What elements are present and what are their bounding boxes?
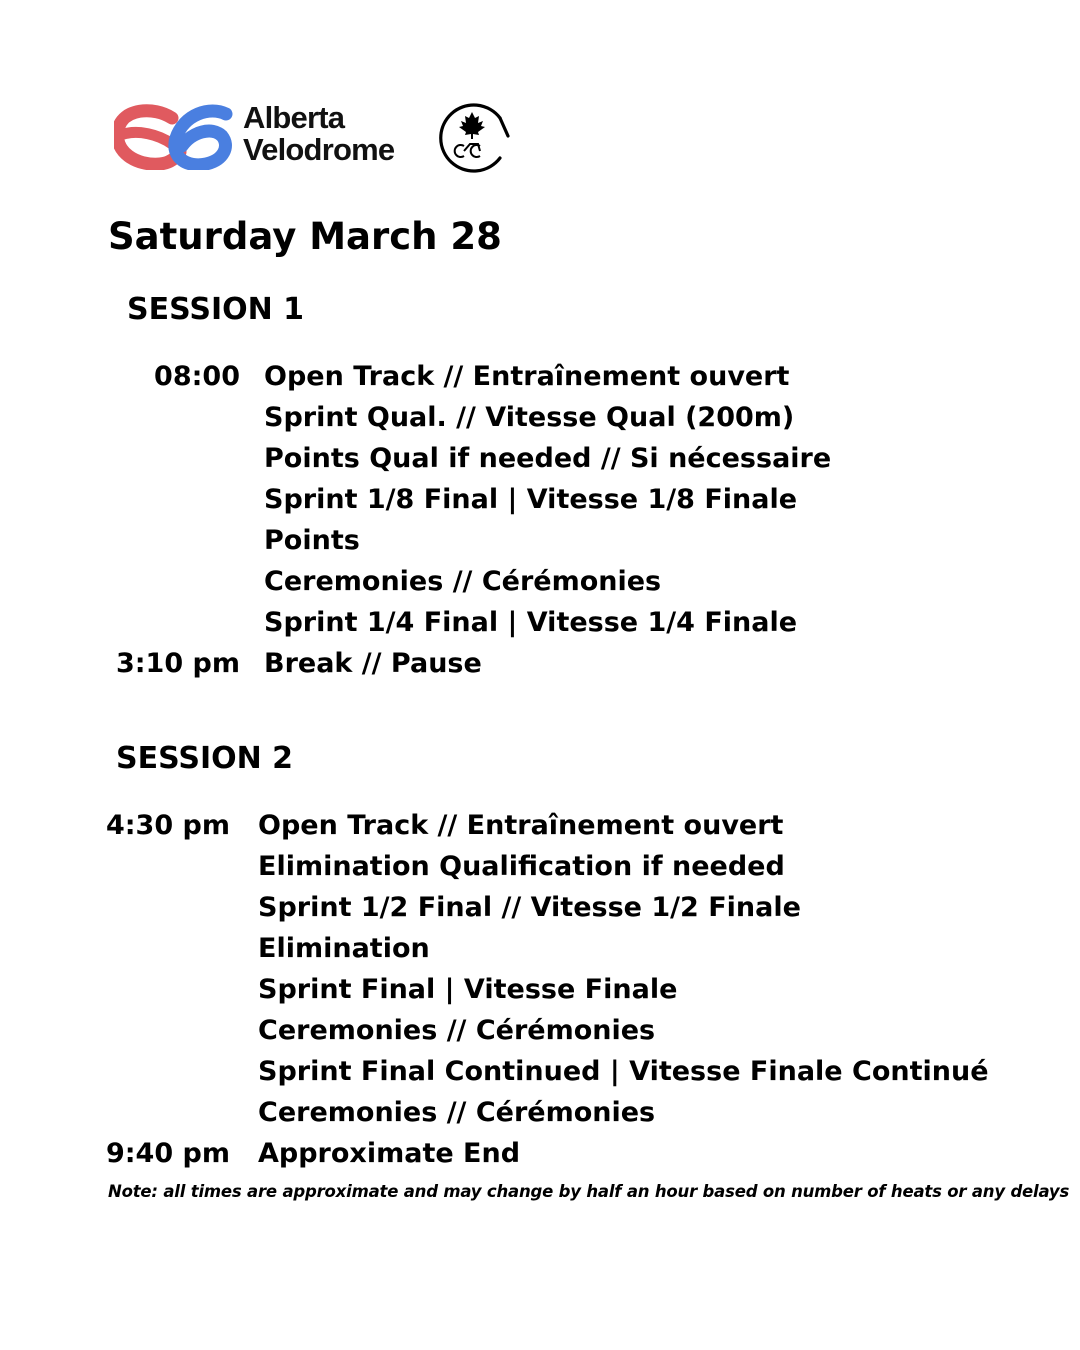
row-event: Elimination — [258, 933, 430, 964]
row-event: Sprint 1/8 Final | Vitesse 1/8 Finale — [264, 484, 798, 515]
row-time — [0, 1092, 258, 1133]
schedule-row — [0, 438, 831, 479]
row-time — [0, 602, 264, 643]
row-event: Ceremonies // Cérémonies — [258, 1097, 656, 1128]
schedule-row — [0, 805, 989, 846]
row-event: Sprint Qual. // Vitesse Qual (200m) — [264, 402, 795, 433]
row-time — [0, 887, 258, 928]
row-event: Sprint Final Continued | Vitesse Finale Continué — [258, 1056, 989, 1087]
schedule-row — [0, 1010, 989, 1051]
footnote: Note: all times are approximate and may change by half an hour based on number of heats or any delays — [108, 1182, 1070, 1201]
row-event: Sprint Final | Vitesse Finale — [258, 974, 678, 1005]
schedule-row — [0, 1092, 989, 1133]
row-time — [0, 520, 264, 561]
row-time — [0, 1010, 258, 1051]
row-event: Open Track // Entraînement ouvert — [258, 810, 784, 841]
schedule-row — [0, 887, 989, 928]
row-time: 08:00 — [154, 361, 240, 392]
row-event: Sprint 1/4 Final | Vitesse 1/4 Finale — [264, 607, 798, 638]
schedule-row — [0, 643, 831, 684]
row-event: Break // Pause — [264, 648, 482, 679]
schedule-row — [0, 969, 989, 1010]
schedule-row — [0, 602, 831, 643]
schedule-row — [0, 356, 831, 397]
row-event: Sprint 1/2 Final // Vitesse 1/2 Finale — [258, 892, 801, 923]
row-time — [0, 438, 264, 479]
row-time: 3:10 pm — [115, 648, 240, 679]
row-time — [0, 1051, 258, 1092]
row-time: 4:30 pm — [105, 810, 230, 841]
cycling-canada-icon — [434, 100, 510, 176]
session-2-title: SESSION 2 — [116, 741, 294, 776]
schedule-row — [0, 928, 989, 969]
row-time — [0, 397, 264, 438]
row-event: Points — [264, 525, 360, 556]
row-time: 9:40 pm — [105, 1138, 230, 1169]
session-2-schedule — [0, 805, 989, 1174]
row-time — [0, 846, 258, 887]
brand-name — [243, 102, 394, 166]
row-time — [0, 479, 264, 520]
session-1-title: SESSION 1 — [127, 292, 305, 327]
row-event: Points Qual if needed // Si nécessaire — [264, 443, 832, 474]
row-time — [0, 969, 258, 1010]
row-time — [0, 928, 258, 969]
row-event: Ceremonies // Cérémonies — [258, 1015, 656, 1046]
session-1-schedule — [0, 356, 831, 684]
row-time — [0, 561, 264, 602]
schedule-row — [0, 520, 831, 561]
schedule-row — [0, 397, 831, 438]
row-event: Approximate End — [258, 1138, 521, 1169]
schedule-row — [0, 561, 831, 602]
schedule-row — [0, 1051, 989, 1092]
schedule-row — [0, 846, 989, 887]
row-event: Ceremonies // Cérémonies — [264, 566, 662, 597]
av-logo-icon — [114, 104, 234, 170]
page-title: Saturday March 28 — [108, 215, 502, 258]
brand-line-1: Alberta — [243, 100, 345, 135]
row-event: Open Track // Entraînement ouvert — [264, 361, 790, 392]
row-event: Elimination Qualification if needed — [258, 851, 785, 882]
schedule-row — [0, 1133, 989, 1174]
schedule-row — [0, 479, 831, 520]
brand-line-2: Velodrome — [243, 132, 395, 167]
